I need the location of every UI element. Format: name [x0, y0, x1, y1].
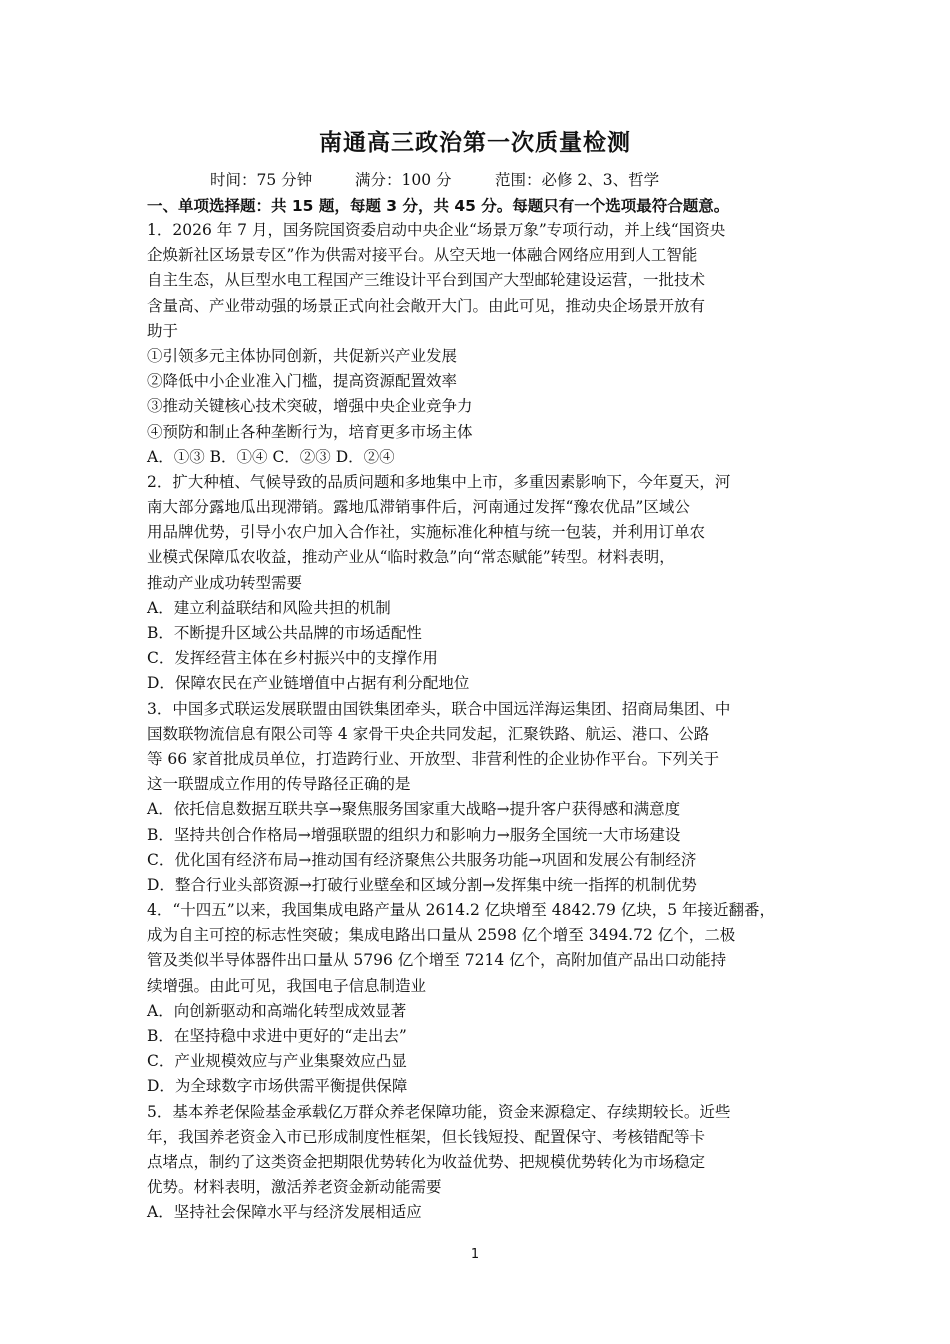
- text-line: 1．2026 年 7 月，国务院国资委启动中央企业“场景万象”专项行动，并上线“国资央: [147, 221, 726, 239]
- text-line: B．在坚持稳中求进中更好的“走出去”: [147, 1027, 407, 1045]
- text-line: ④预防和制止各种垄断行为，培育更多市场主体: [147, 422, 473, 441]
- text-line: 4．“十四五”以来，我国集成电路产量从 2614.2 亿块增至 4842.79 亿块，5 年接近翻番，: [147, 901, 776, 920]
- text-line: ②降低中小企业准入门槛，提高资源配置效率: [147, 372, 458, 391]
- question-body: [147, 218, 797, 1226]
- text-line: 用品牌优势，引导小农户加入合作社，实施标准化种植与统一包装，并利用订单农: [147, 523, 706, 542]
- text-line: 点堵点，制约了这类资金把期限优势转化为收益优势、把规模优势转化为市场稳定: [147, 1152, 706, 1171]
- text-line: 续增强。由此可见，我国电子信息制造业: [147, 976, 427, 995]
- text-line: C．发挥经营主体在乡村振兴中的支撑作用: [147, 649, 438, 668]
- text-line: 推动产业成功转型需要: [147, 573, 303, 592]
- exam-scope: 范围：必修 2、3、哲学: [495, 171, 660, 189]
- text-line: 这一联盟成立作用的传导路径正确的是: [147, 775, 411, 794]
- text-line: 成为自主可控的标志性突破；集成电路出口量从 2598 亿个增至 3494.72 亿个，二极: [147, 926, 736, 945]
- text-line: D．保障农民在产业链增值中占据有利分配地位: [147, 674, 470, 693]
- text-line: A．向创新驱动和高端化转型成效显著: [147, 1001, 407, 1020]
- page-title: 南通高三政治第一次质量检测: [319, 130, 631, 156]
- text-line: ①引领多元主体协同创新，共促新兴产业发展: [147, 346, 458, 365]
- text-line: 等 66 家首批成员单位，打造跨行业、开放型、非营利性的企业协作平台。下列关于: [147, 749, 720, 768]
- text-line: B．坚持共创合作格局→增强联盟的组织力和影响力→服务全国统一大市场建设: [147, 825, 681, 844]
- text-line: 自主生态，从巨型水电工程国产三维设计平台到国产大型邮轮建设运营，一批技术: [147, 271, 706, 290]
- exam-meta: [210, 168, 659, 190]
- section-heading: 一、单项选择题：共 15 题，每题 3 分，共 45 分。每题只有一个选项最符合题意。: [147, 197, 730, 215]
- text-line: 3．中国多式联运发展联盟由国铁集团牵头，联合中国远洋海运集团、招商局集团、中: [147, 699, 731, 718]
- text-line: B．不断提升区域公共品牌的市场适配性: [147, 624, 422, 642]
- text-line: A．坚持社会保障水平与经济发展相适应: [147, 1203, 422, 1222]
- text-line: 业模式保障瓜农收益，推动产业从“临时救急”向“常态赋能”转型。材料表明，: [147, 548, 675, 567]
- text-line: ③推动关键核心技术突破，增强中央企业竞争力: [147, 397, 473, 416]
- text-line: 管及类似半导体器件出口量从 5796 亿个增至 7214 亿个，高附加值产品出口动能持: [147, 951, 727, 970]
- page-number: 1: [470, 1247, 480, 1262]
- text-line: A．依托信息数据互联共享→聚焦服务国家重大战略→提升客户获得感和满意度: [147, 800, 681, 819]
- text-line: C．优化国有经济布局→推动国有经济聚焦公共服务功能→巩固和发展公有制经济: [147, 850, 697, 869]
- text-line: A．建立利益联结和风险共担的机制: [147, 598, 391, 617]
- text-line: D．整合行业头部资源→打破行业壁垒和区域分割→发挥集中统一指挥的机制优势: [147, 875, 697, 894]
- text-line: D．为全球数字市场供需平衡提供保障: [147, 1077, 408, 1096]
- text-line: 年，我国养老资金入市已形成制度性框架，但长钱短投、配置保守、考核错配等卡: [147, 1127, 706, 1146]
- text-line: 南大部分露地瓜出现滞销。露地瓜滞销事件后，河南通过发挥“豫农优品”区域公: [147, 498, 690, 517]
- text-line: 助于: [147, 321, 179, 340]
- text-line: 国数联物流信息有限公司等 4 家骨干央企共同发起，汇聚铁路、航运、港口、公路: [147, 724, 710, 743]
- time-limit: 时间：75 分钟: [210, 171, 313, 189]
- text-line: 5．基本养老保险基金承载亿万群众养老保障功能，资金来源稳定、存续期较长。近些: [147, 1102, 731, 1121]
- text-line: 优势。材料表明，激活养老资金新动能需要: [147, 1178, 442, 1197]
- text-line: 2．扩大种植、气候导致的品质问题和多地集中上市，多重因素影响下，今年夏天，河: [147, 472, 731, 491]
- text-line: C．产业规模效应与产业集聚效应凸显: [147, 1052, 407, 1071]
- text-line: A．①③ B．①④ C．②③ D．②④: [147, 447, 395, 466]
- full-score: 满分：100 分: [355, 171, 452, 189]
- text-line: 含量高、产业带动强的场景正式向社会敞开大门。由此可见，推动央企场景开放有: [147, 296, 706, 315]
- text-line: 企焕新社区场景专区”作为供需对接平台。从空天地一体融合网络应用到人工智能: [147, 246, 698, 265]
